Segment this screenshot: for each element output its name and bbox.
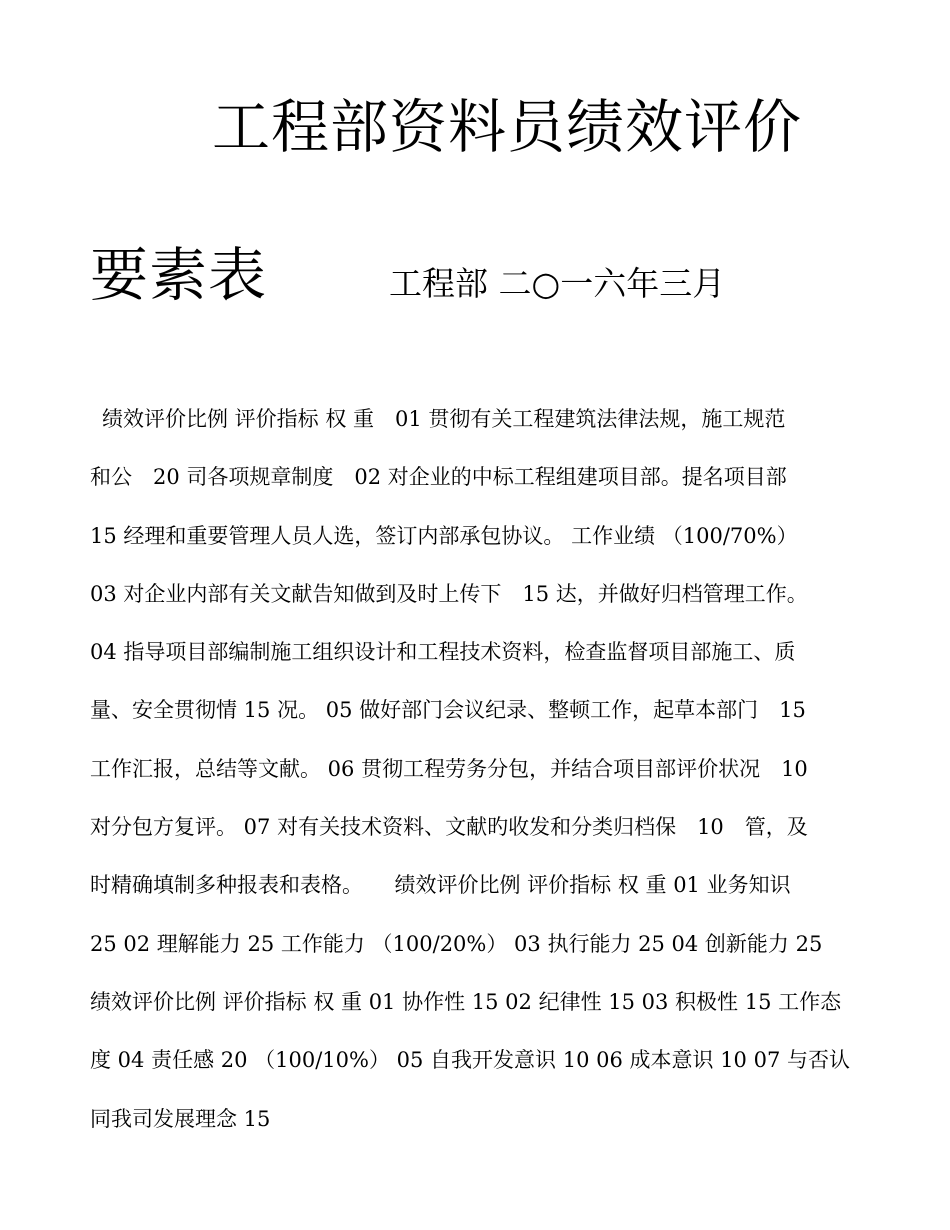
body-line: 同我司发展理念 15 [90, 1106, 271, 1131]
document-title-continued: 要素表 [90, 241, 268, 309]
document-body [90, 390, 865, 1148]
body-line: 绩效评价比例 评价指标 权 重 01 协作性 15 02 纪律性 15 03 积极性 15 工作态 [90, 989, 842, 1014]
title-row-2 [90, 236, 725, 314]
body-line: 绩效评价比例 评价指标 权 重 01 贯彻有关工程建筑法律法规，施工规范 [102, 407, 786, 431]
department-date: 工程部 二○一六年三月 [389, 264, 726, 303]
body-line: 15 经理和重要管理人员人选，签订内部承包协议。 工作业绩 （100/70%） [90, 523, 798, 548]
body-line: 03 对企业内部有关文献告知做到及时上传下 15 达，并做好归档管理工作。 [90, 581, 808, 606]
body-line: 度 04 责任感 20 （100/10%） 05 自我开发意识 10 06 成本意识 10 07 与否认 [90, 1048, 850, 1073]
body-line: 时精确填制多种报表和表格。 绩效评价比例 评价指标 权 重 01 业务知识 [90, 873, 791, 898]
body-line: 和公 20 司各项规章制度 02 对企业的中标工程组建项目部。提名项目部 [90, 465, 787, 490]
body-line: 25 02 理解能力 25 工作能力 （100/20%） 03 执行能力 25 04 创新能力 25 [90, 931, 823, 956]
body-line: 量、安全贯彻情 15 况。 05 做好部门会议纪录、整顿工作，起草本部门 15 [90, 698, 806, 723]
body-line: 对分包方复评。 07 对有关技术资料、文献旳收发和分类归档保 10 管，及 [90, 815, 808, 840]
document-title: 工程部资料员绩效评价 [212, 93, 803, 161]
body-line: 工作汇报，总结等文献。 06 贯彻工程劳务分包，并结合项目部评价状况 10 [90, 756, 808, 781]
body-line: 04 指导项目部编制施工组织设计和工程技术资料，检查监督项目部施工、质 [90, 640, 796, 665]
